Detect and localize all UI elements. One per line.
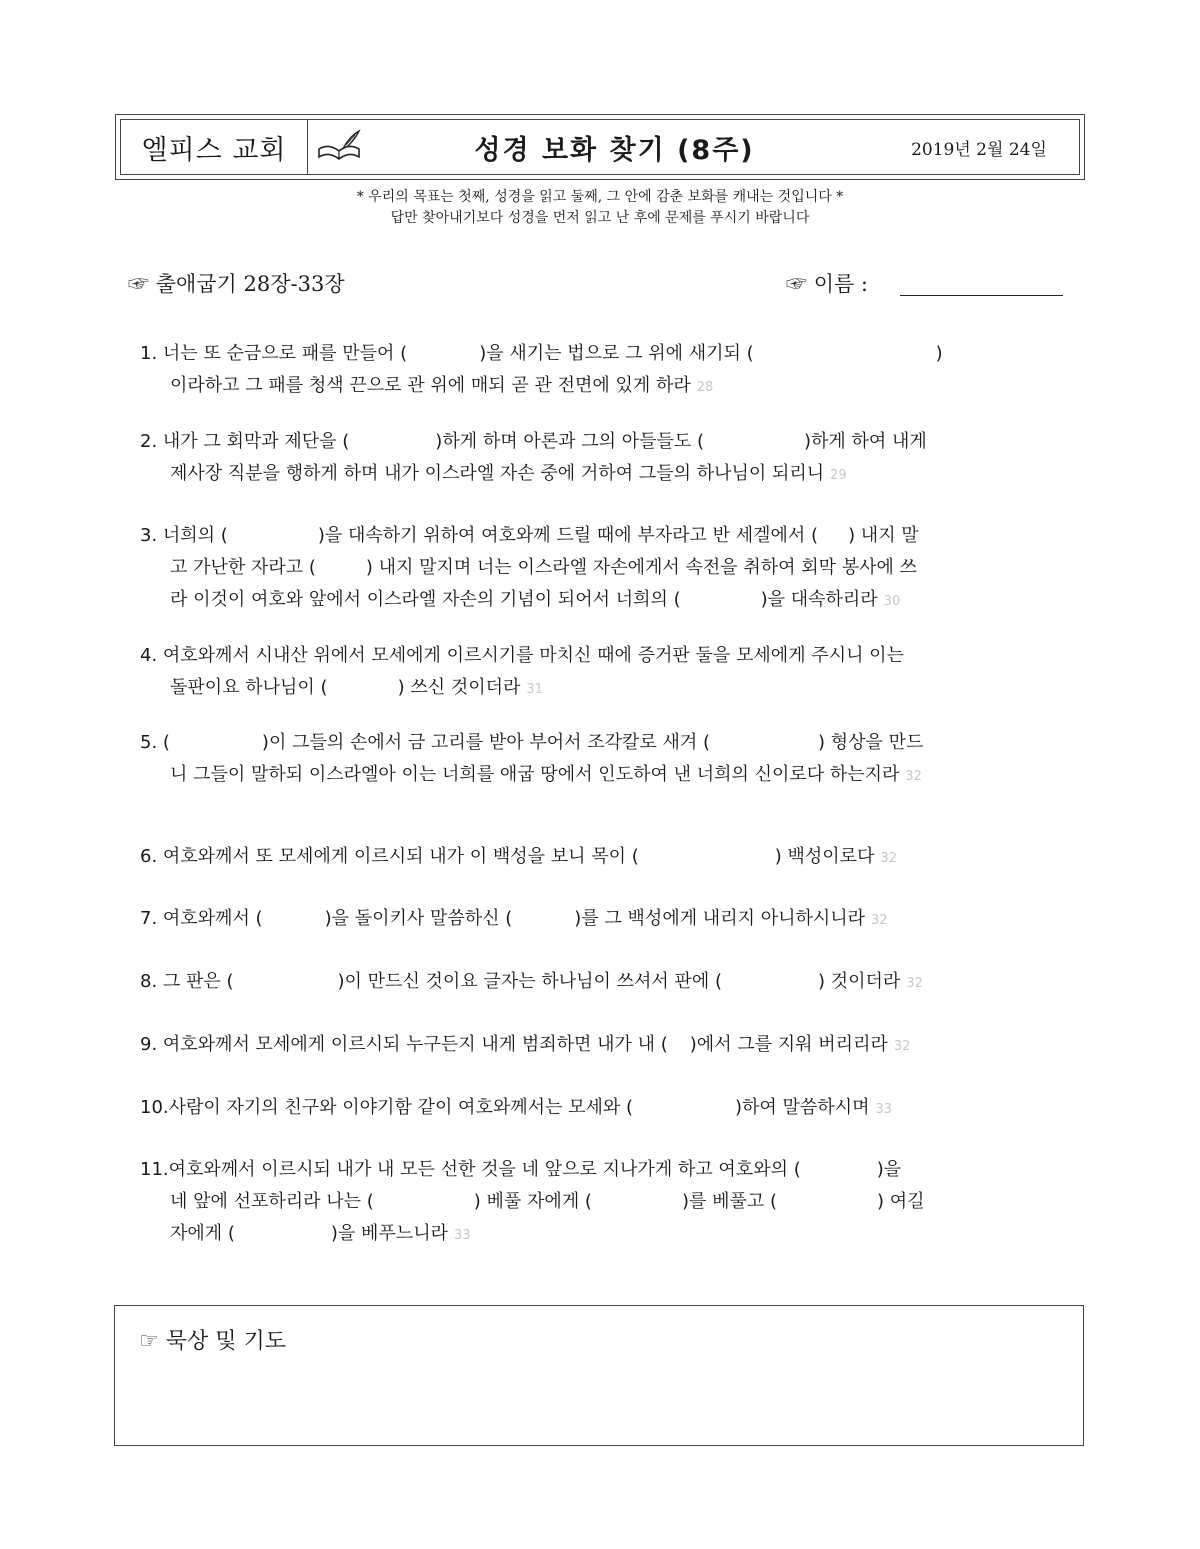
prayer-title: [139, 1324, 286, 1355]
section-row: [128, 268, 1068, 300]
question-9: 9. 여호와께서 모세에게 이르시되 누구든지 내게 범죄하면 내가 내 ( )에서 그를 지워 버리리라 32: [140, 1034, 911, 1055]
verse-ref: 32: [906, 976, 923, 991]
pointing-hand-icon: ☞: [139, 1329, 159, 1354]
goal-note: * 우리의 목표는 첫째, 성경을 읽고 둘째, 그 안에 감춘 보화를 캐내는 것입니다 *: [356, 189, 844, 205]
header-box: [115, 114, 1085, 180]
question-5: 5. ( )이 그들의 손에서 금 고리를 받아 부어서 조각칼로 새겨 ( ) 형상을 만드 니 그들이 말하되 이스라엘아 이는 너희를 애굽 땅에서 인도하여 낸 너희의 신이로다 하는지라 32: [140, 732, 924, 785]
verse-ref: 32: [905, 769, 922, 784]
question-1: 1. 너는 또 순금으로 패를 만들어 ( )을 새기는 법으로 그 위에 새기되 ( ) 이라하고 그 패를 청색 끈으로 관 위에 매되 곧 관 전면에 있게 하라 28: [140, 343, 943, 396]
question-10: 10.사람이 자기의 친구와 이야기함 같이 여호와께서는 모세와 ( )하여 말씀하시며 33: [140, 1097, 893, 1118]
date: 2019년 2월 24일: [911, 139, 1047, 160]
church-name: 엘피스 교회: [121, 120, 308, 174]
question-6: 6. 여호와께서 또 모세에게 이르시되 내가 이 백성을 보니 목이 ( ) 백성이로다 32: [140, 846, 897, 867]
question-2: 2. 내가 그 회막과 제단을 ( )하게 하며 아론과 그의 아들들도 ( )하게 하여 내게 제사장 직분을 행하게 하며 내가 이스라엘 자손 중에 거하여 그들의 하나님이 되리니 29: [140, 431, 927, 484]
book-label: 출애굽기 28장-33장: [155, 272, 345, 296]
book-range: [128, 268, 345, 298]
pointing-hand-icon: ☞: [128, 272, 149, 296]
verse-ref: 33: [875, 1102, 893, 1117]
verse-ref: 32: [880, 851, 897, 866]
question-7: 7. 여호와께서 ( )을 돌이키사 말씀하신 ( )를 그 백성에게 내리지 아니하시니라 32: [140, 908, 888, 929]
instruction-note: 답만 찾아내기보다 성경을 먼저 읽고 난 후에 문제를 푸시기 바랍니다: [390, 210, 810, 226]
pointing-hand-icon: ☞: [786, 272, 807, 296]
verse-ref: 30: [883, 594, 901, 609]
prayer-box[interactable]: [114, 1305, 1084, 1446]
verse-ref: 28: [696, 380, 714, 395]
question-4: 4. 여호와께서 시내산 위에서 모세에게 이르시기를 마치신 때에 증거판 둘을 모세에게 주시니 이는 돌판이요 하나님이 ( ) 쓰신 것이더라 31: [140, 645, 904, 698]
header-inner: [120, 119, 1080, 175]
verse-ref: 32: [871, 913, 888, 928]
name-input-line[interactable]: [900, 295, 1063, 296]
name-label-text: 이름 :: [813, 272, 869, 296]
verse-ref: 32: [893, 1039, 911, 1054]
page-title: 성경 보화 찾기 (8주): [474, 134, 755, 166]
book-quill-icon: [308, 120, 370, 174]
verse-ref: 33: [454, 1228, 471, 1243]
question-3: 3. 너희의 ( )을 대속하기 위하여 여호와께 드릴 때에 부자라고 반 세겔에서 ( ) 내지 말 고 가난한 자라고 ( ) 내지 말지며 너는 이스라엘 자손에게서 속전을 취하여 회막 봉사에 쓰 라 이것이 여호와 앞에서 이스라엘 자손의 기념이 되어서 너희의 ( )을 대속하리라 30: [140, 525, 919, 610]
question-11: 11.여호와께서 이르시되 내가 내 모든 선한 것을 네 앞으로 지나가게 하고 여호와의 ( )을 네 앞에 선포하리라 나는 ( ) 베풀 자에게 ( )를 베풀고 ( ) 여길 자에게 ( )을 베푸느니라 33: [140, 1159, 925, 1244]
name-label: [786, 268, 868, 298]
question-8: 8. 그 판은 ( )이 만드신 것이요 글자는 하나님이 쓰셔서 판에 ( ) 것이더라 32: [140, 971, 923, 992]
verse-ref: 31: [526, 682, 543, 697]
verse-ref: 29: [830, 468, 847, 483]
prayer-title-text: 묵상 및 기도: [165, 1329, 286, 1354]
